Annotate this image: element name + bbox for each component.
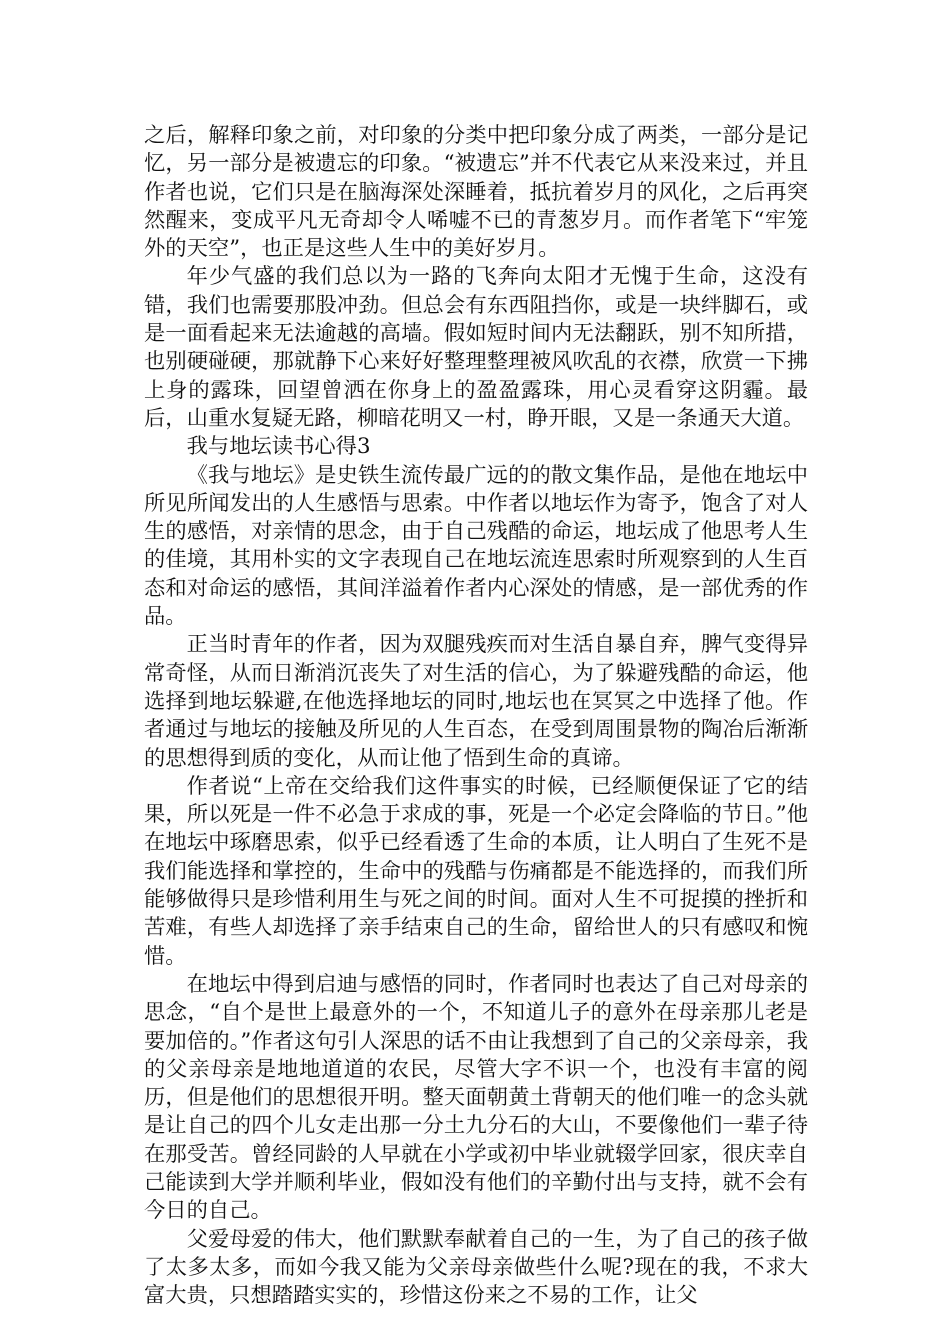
paragraph-6: 在地坛中得到启迪与感悟的同时，作者同时也表达了自己对母亲的思念，“自个是世上最意外的一个，不知道儿子的意外在母亲那儿老是要加倍的。”作者这句引人深思的话不由让我想到了自己的父亲母亲，我的父亲母亲是地地道道的农民，尽管大字不识一个，也没有丰富的阅历，但是他们的思想很开明。整天面朝黄土背朝天的他们唯一的念头就是让自己的四个儿女走出那一分土九分石的大山，不要像他们一辈子待在那受苦。曾经同龄的人早就在小学或初中毕业就辍学回家，很庆幸自己能读到大学并顺利毕业，假如没有他们的辛勤付出与支持，就不会有今日的自己。 <box>144 971 808 1224</box>
paragraph-5: 作者说“上帝在交给我们这件事实的时候，已经顺便保证了它的结果，所以死是一件不必急于求成的事，死是一个必定会降临的节日。”他在地坛中琢磨思索，似乎已经看透了生命的本质，让人明白了生死不是我们能选择和掌控的，生命中的残酷与伤痛都是不能选择的，而我们所能够做得只是珍惜利用生与死之间的时间。面对人生不可捉摸的挫折和苦难，有些人却选择了亲手结束自己的生命，留给世人的只有感叹和惋惜。 <box>144 773 808 969</box>
paragraph-2: 年少气盛的我们总以为一路的飞奔向太阳才无愧于生命，这没有错，我们也需要那股冲劲。但总会有东西阻挡你，或是一块绊脚石，或是一面看起来无法逾越的高墙。假如短时间内无法翻跃，别不知所措，也别硬碰硬，那就静下心来好好整理整理被风吹乱的衣襟，欣赏一下拂上身的露珠，回望曾洒在你身上的盈盈露珠，用心灵看穿这阴霾。最后，山重水复疑无路，柳暗花明又一村，睁开眼，又是一条通天大道。 <box>144 264 808 431</box>
section-heading: 我与地坛读书心得3 <box>186 434 371 460</box>
paragraph-3: 《我与地坛》是史铁生流传最广远的的散文集作品，是他在地坛中所见所闻发出的人生感悟与思索。中作者以地坛作为寄予，饱含了对人生的感悟，对亲情的思念，由于自己残酷的命运，地坛成了他思考人生的佳境，其用朴实的文字表现自己在地坛流连思索时所观察到的人生百态和对命运的感悟，其间洋溢着作者内心深处的情感，是一部优秀的作品。 <box>144 462 808 630</box>
document-page <box>144 122 808 1310</box>
paragraph-1: 之后，解释印象之前，对印象的分类中把印象分成了两类，一部分是记忆，另一部分是被遗忘的印象。“被遗忘”并不代表它从来没来过，并且作者也说，它们只是在脑海深处深睡着，抵抗着岁月的风化，之后再突然醒来，变成平凡无奇却令人唏嘘不已的青葱岁月。而作者笔下“牢笼外的天空”，也正是这些人生中的美好岁月。 <box>144 123 808 262</box>
paragraph-7: 父爱母爱的伟大，他们默默奉献着自己的一生，为了自己的孩子做了太多太多，而如今我又能为父亲母亲做些什么呢?现在的我，不求大富大贵，只想踏踏实实的，珍惜这份来之不易的工作，让父 <box>144 1226 808 1309</box>
paragraph-4: 正当时青年的作者，因为双腿残疾而对生活自暴自弃，脾气变得异常奇怪，从而日渐消沉丧失了对生活的信心，为了躲避残酷的命运，他选择到地坛躲避,在他选择地坛的同时,地坛也在冥冥之中选择了他。作者通过与地坛的接触及所见的人生百态，在受到周围景物的陶冶后渐渐的思想得到质的变化，从而让他了悟到生命的真谛。 <box>144 632 808 771</box>
